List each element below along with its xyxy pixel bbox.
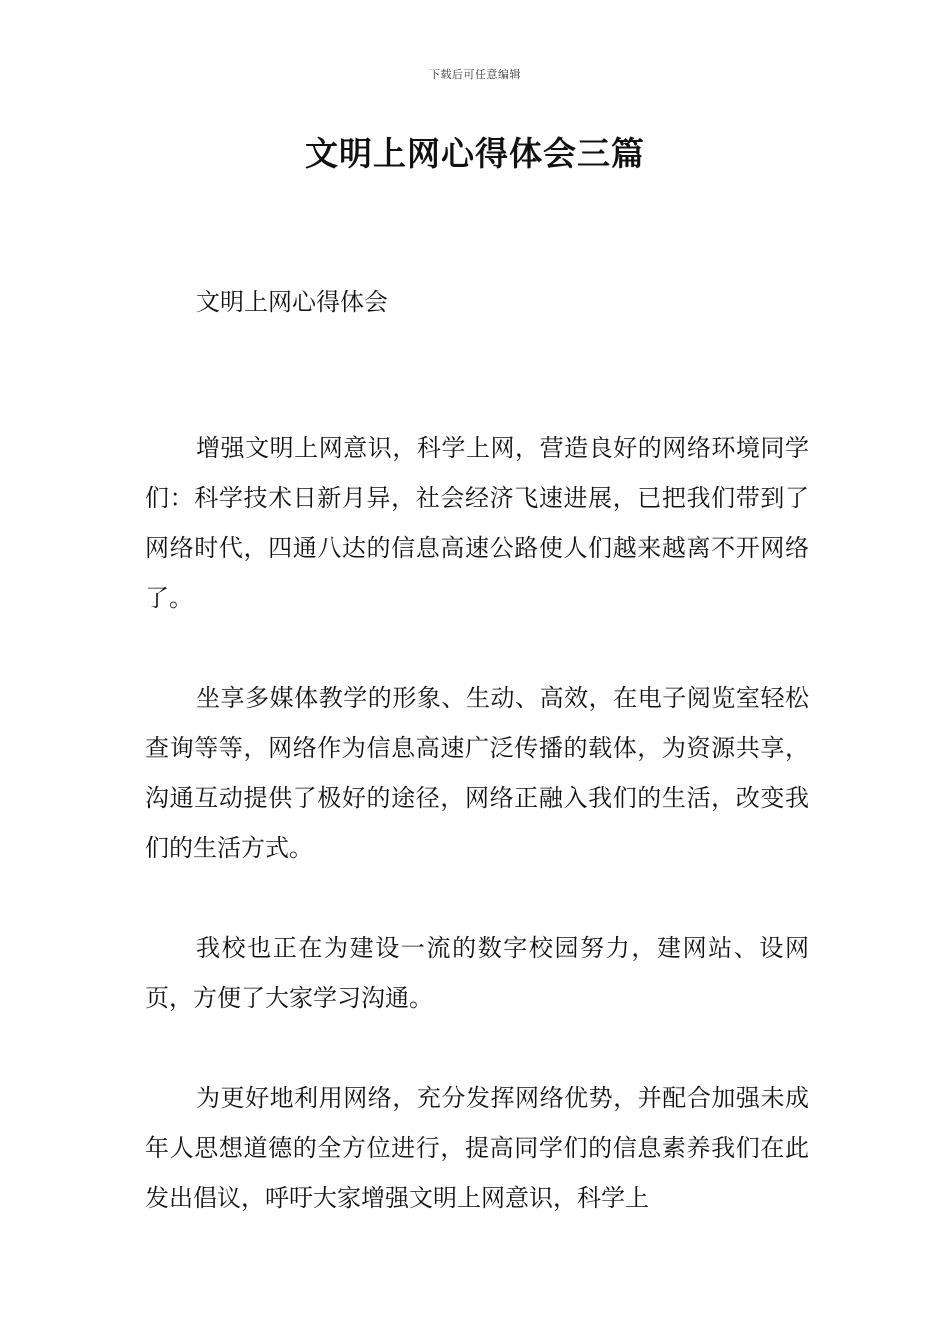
body-paragraph: 我校也正在为建设一流的数字校园努力，建网站、设网页，方便了大家学习沟通。 bbox=[145, 934, 809, 1012]
body-paragraph: 增强文明上网意识，科学上网，营造良好的网络环境同学们：科学技术日新月异，社会经济飞速进展，已把我们带到了网络时代，四通八达的信息高速公路使人们越来越离不开网络了。 bbox=[145, 434, 809, 612]
section-subtitle: 文明上网心得体会 bbox=[196, 288, 388, 316]
body-paragraph: 为更好地利用网络，充分发挥网络优势，并配合加强未成年人思想道德的全方位进行，提高同学们的信息素养我们在此发出倡议，呼吁大家增强文明上网意识，科学上 bbox=[145, 1084, 809, 1212]
header-note: 下载后可任意编辑 bbox=[429, 68, 521, 81]
document-title: 文明上网心得体会三篇 bbox=[305, 134, 645, 173]
body-paragraph: 坐享多媒体教学的形象、生动、高效，在电子阅览室轻松查询等等，网络作为信息高速广泛传播的载体，为资源共享，沟通互动提供了极好的途径，网络正融入我们的生活，改变我们的生活方式。 bbox=[145, 684, 809, 862]
